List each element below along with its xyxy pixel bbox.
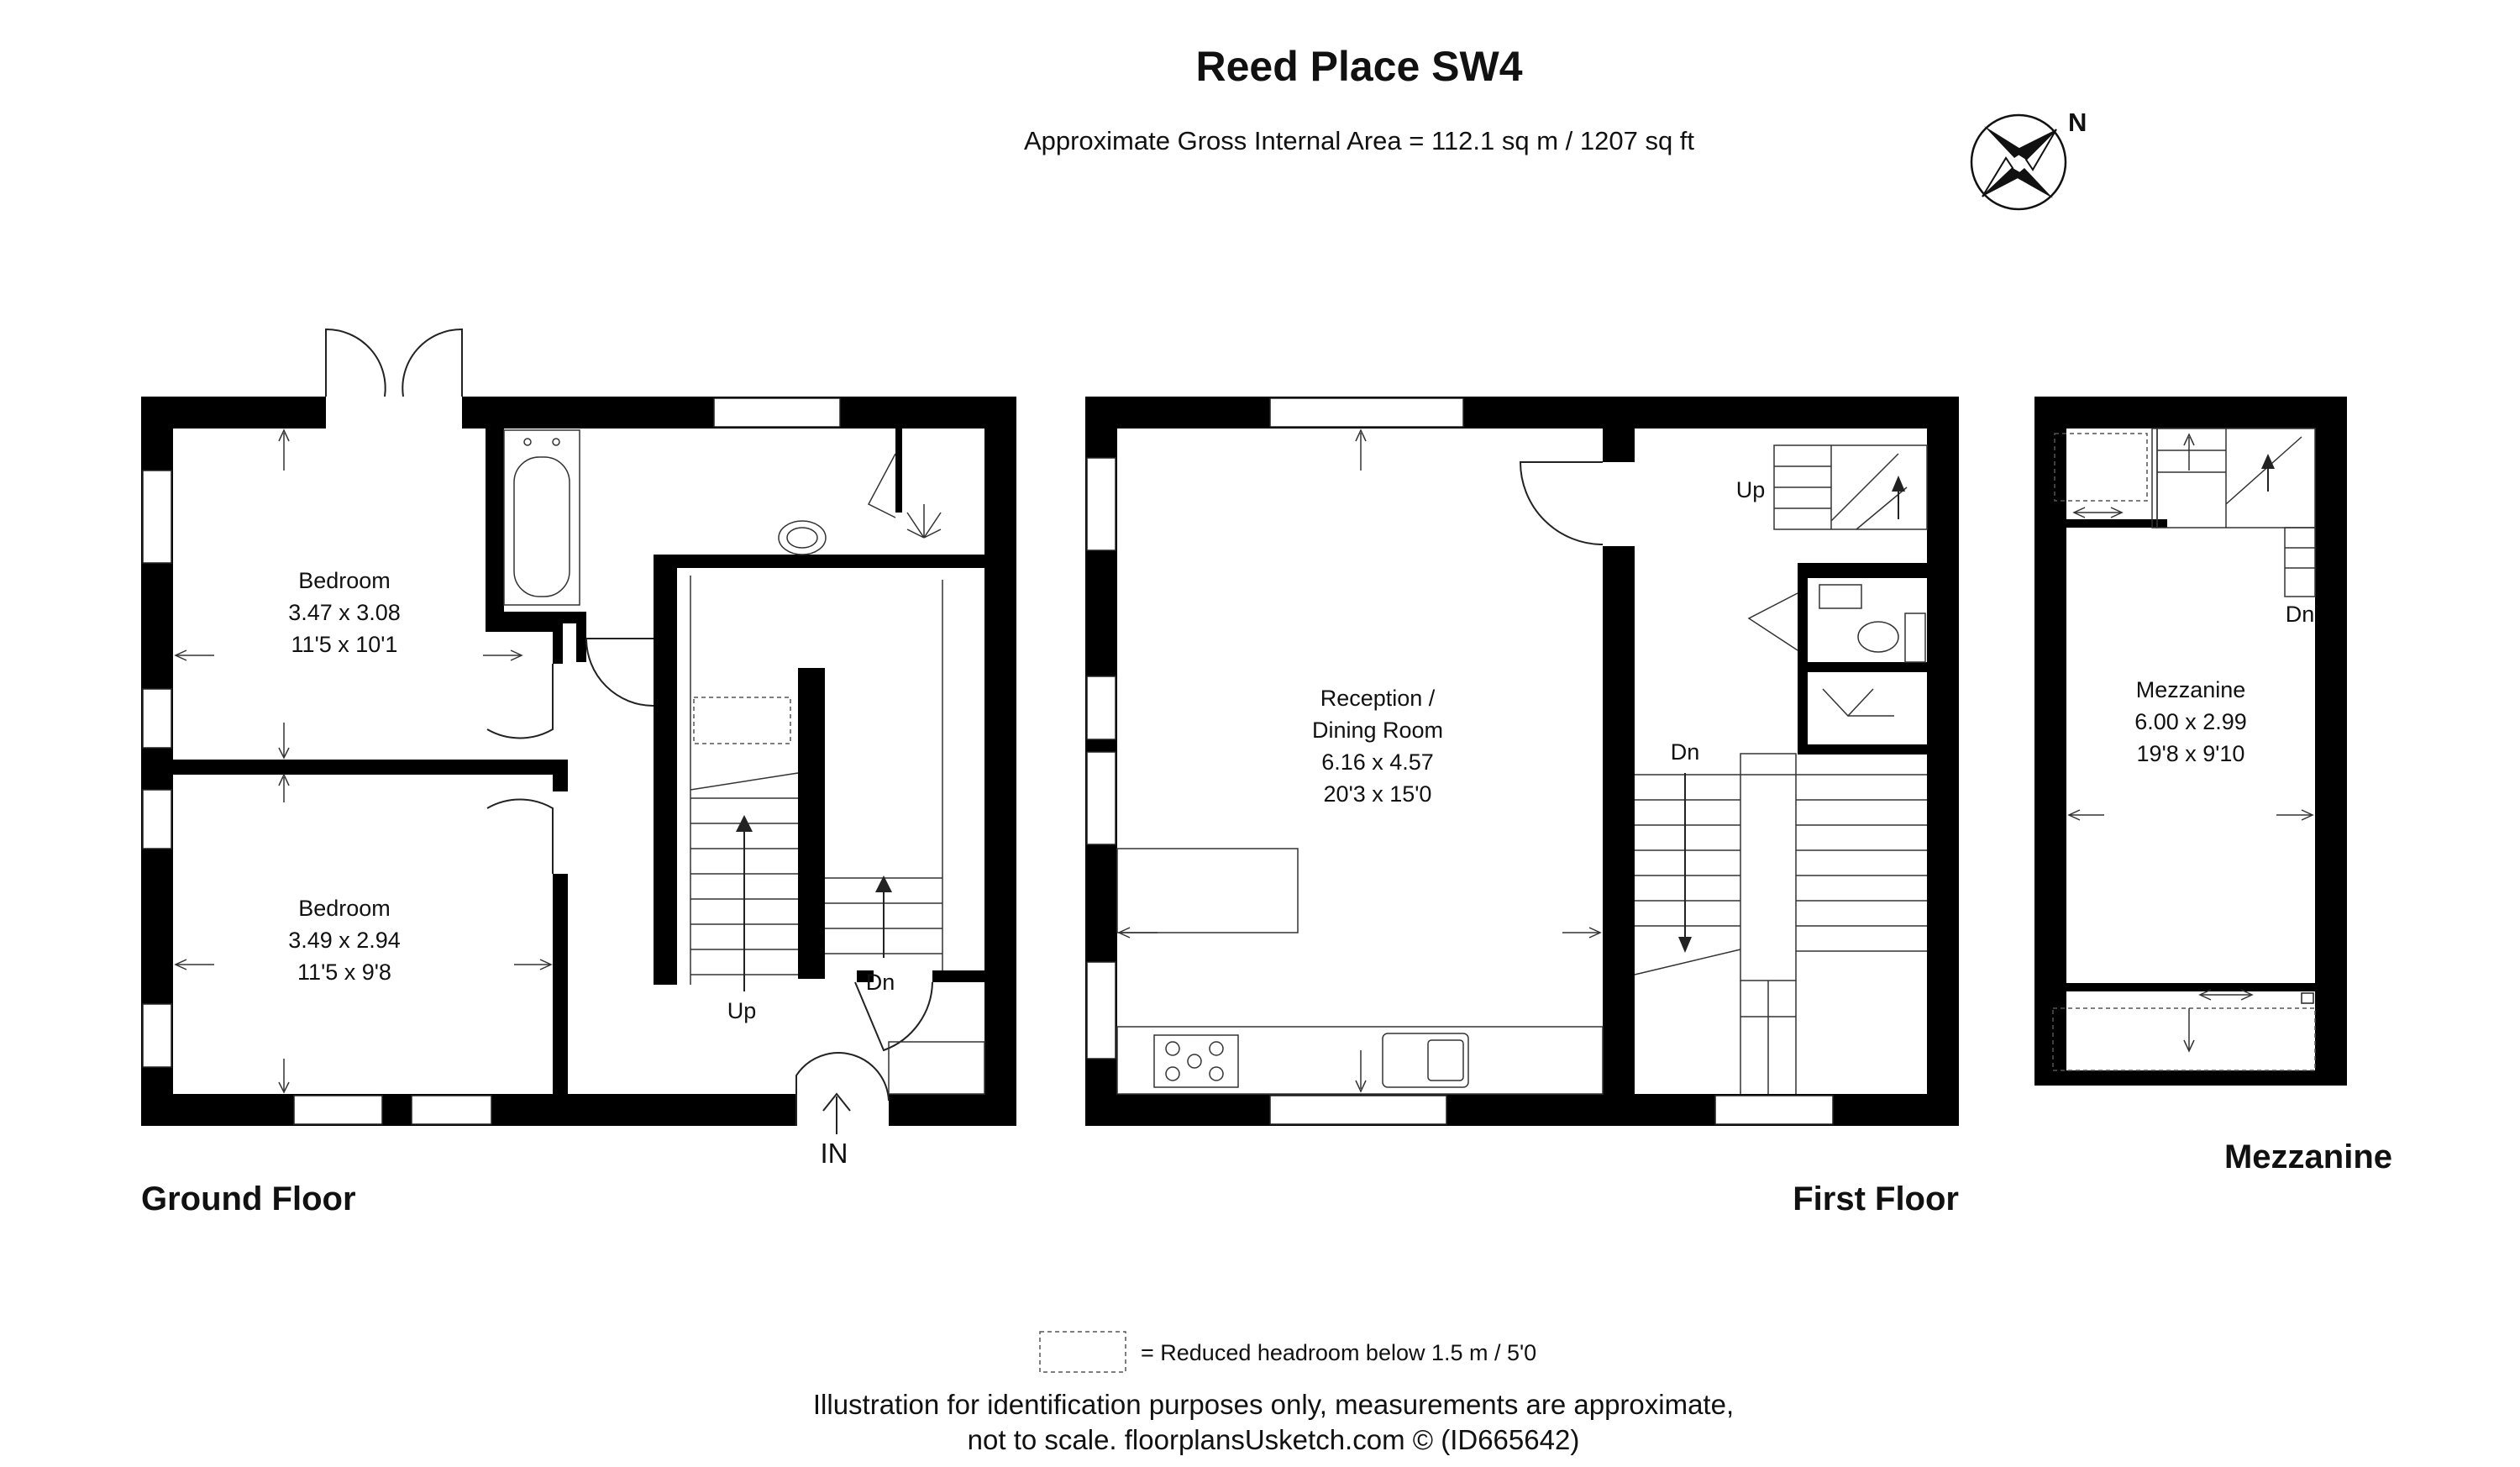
- ground-floor-label: Ground Floor: [141, 1180, 356, 1217]
- mezzanine-room-name: Mezzanine: [2135, 677, 2246, 702]
- reception-metric: 6.16 x 4.57: [1321, 749, 1434, 775]
- page-title: Reed Place SW4: [1195, 43, 1523, 90]
- first-floor-plan: [1085, 397, 1959, 1126]
- reception-imperial: 20'3 x 15'0: [1323, 781, 1432, 807]
- mezzanine-stair-down-label: Dn: [2285, 602, 2315, 627]
- ground-floor-plan: [141, 329, 1016, 1134]
- footer-disclaimer-line2: not to scale. floorplansUsketch.com © (ID665642): [967, 1424, 1580, 1455]
- compass-north-label: N: [2068, 108, 2087, 137]
- ground-stair-down-label: Dn: [865, 970, 895, 995]
- mezzanine-room-imperial: 19'8 x 9'10: [2136, 741, 2245, 766]
- legend-text: = Reduced headroom below 1.5 m / 5'0: [1141, 1340, 1537, 1365]
- mezzanine-room-metric: 6.00 x 2.99: [2134, 709, 2247, 734]
- ground-stair-up-label: Up: [727, 998, 757, 1023]
- ground-bedroom1-imperial: 11'5 x 10'1: [291, 632, 398, 657]
- reduced-headroom-legend-swatch: [1040, 1332, 1126, 1372]
- ground-bedroom2-imperial: 11'5 x 9'8: [297, 960, 391, 985]
- ground-bedroom1-name: Bedroom: [298, 568, 391, 593]
- reception-name-line1: Reception /: [1320, 686, 1436, 711]
- gross-area-subtitle: Approximate Gross Internal Area = 112.1 sq m / 1207 sq ft: [1023, 126, 1695, 155]
- first-stair-up-label: Up: [1735, 477, 1766, 502]
- footer-disclaimer-line1: Illustration for identification purposes only, measurements are approximate,: [812, 1389, 1735, 1420]
- reception-name-line2: Dining Room: [1311, 718, 1444, 743]
- compass-rose-icon: [1971, 115, 2066, 209]
- first-stair-down-label: Dn: [1670, 739, 1700, 765]
- entrance-label: IN: [820, 1138, 848, 1169]
- first-floor-label: First Floor: [1793, 1180, 1959, 1217]
- ground-bedroom2-name: Bedroom: [298, 896, 391, 921]
- ground-bedroom1-metric: 3.47 x 3.08: [288, 600, 401, 625]
- mezzanine-label: Mezzanine: [2223, 1138, 2392, 1175]
- ground-bedroom2-metric: 3.49 x 2.94: [288, 928, 401, 953]
